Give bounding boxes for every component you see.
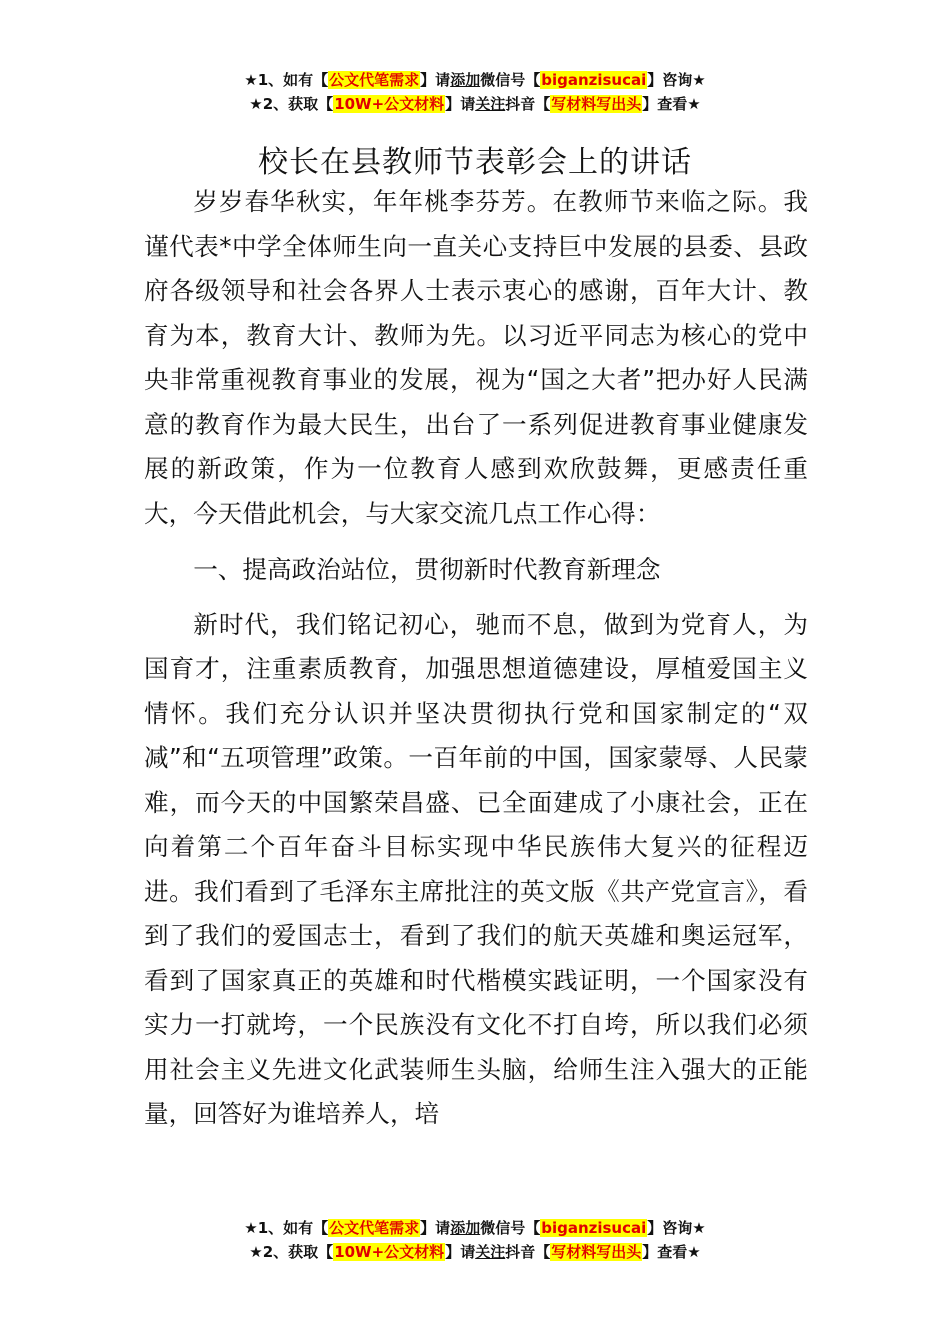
promo-highlight: 10W+公文材料: [334, 1243, 445, 1261]
promo-wechat-id: biganzisucai: [541, 1219, 647, 1237]
promo-footer: [0, 1216, 950, 1264]
promo-line-2: ★2、获取【10W+公文材料】请关注抖音【写材料写出头】查看★: [249, 1243, 701, 1261]
promo-highlight: 公文代笔需求: [329, 71, 420, 89]
document-body: [144, 180, 808, 1137]
promo-line-1: ★1、如有【公文代笔需求】请添加微信号【biganzisucai】咨询★: [244, 71, 706, 89]
section-heading-1: 一、提高政治站位，贯彻新时代教育新理念: [193, 555, 661, 584]
promo-douyin-id: 写材料写出头: [551, 1243, 642, 1261]
promo-highlight: 公文代笔需求: [329, 1219, 420, 1237]
promo-header: [0, 68, 950, 116]
promo-wechat-id: biganzisucai: [541, 71, 647, 89]
document-title: 校长在县教师节表彰会上的讲话: [258, 145, 692, 181]
promo-line-1: ★1、如有【公文代笔需求】请添加微信号【biganzisucai】咨询★: [244, 1219, 706, 1237]
paragraph-intro: 岁岁春华秋实，年年桃李芬芳。在教师节来临之际。我谨代表*中学全体师生向一直关心支持巨中发展的县委、县政府各级领导和社会各界人士表示衷心的感谢，百年大计、教育为本，教育大计、教师为先。以习近平同志为核心的党中央非常重视教育事业的发展，视为“国之大者”把办好人民满意的教育作为最大民生，出台了一系列促进教育事业健康发展的新政策，作为一位教育人感到欢欣鼓舞，更感责任重大，今天借此机会，与大家交流几点工作心得：: [144, 187, 808, 528]
paragraph-section-1: 新时代，我们铭记初心，驰而不息，做到为党育人，为国育才，注重素质教育，加强思想道德建设，厚植爱国主义情怀。我们充分认识并坚决贯彻执行党和国家制定的“双减”和“五项管理”政策。一百年前的中国，国家蒙辱、人民蒙难，而今天的中国繁荣昌盛、已全面建成了小康社会，正在向着第二个百年奋斗目标实现中华民族伟大复兴的征程迈进。我们看到了毛泽东主席批注的英文版《共产党宣言》，看到了我们的爱国志士，看到了我们的航天英雄和奥运冠军，看到了国家真正的英雄和时代楷模实践证明，一个国家没有实力一打就垮，一个民族没有文化不打自垮，所以我们必须用社会主义先进文化武装师生头脑，给师生注入强大的正能量，回答好为谁培养人，培: [144, 609, 808, 1128]
promo-douyin-id: 写材料写出头: [551, 95, 642, 113]
promo-line-2: ★2、获取【10W+公文材料】请关注抖音【写材料写出头】查看★: [249, 95, 701, 113]
promo-highlight: 10W+公文材料: [334, 95, 445, 113]
